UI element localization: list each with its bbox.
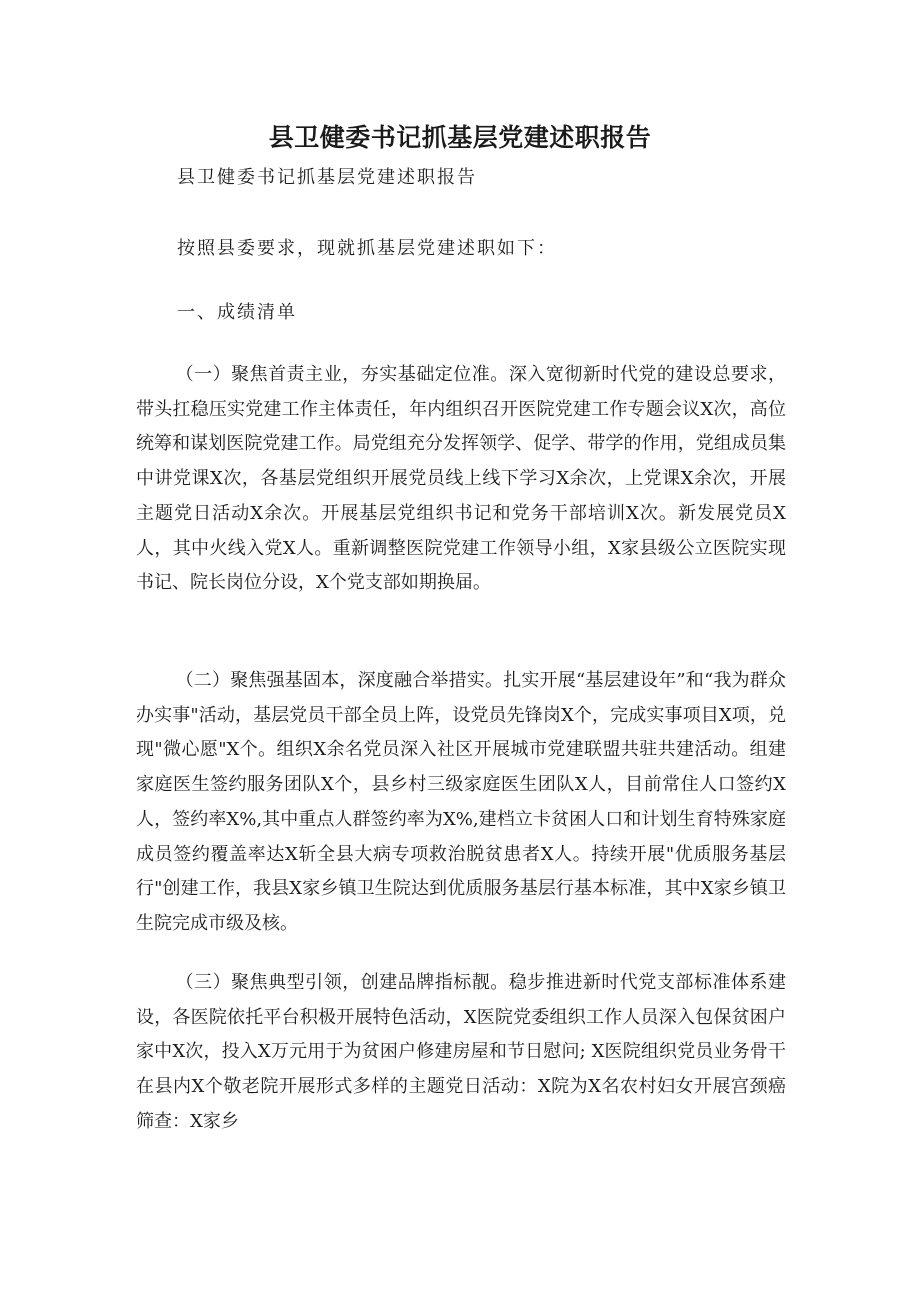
paragraph-1: （一）聚焦首责主业，夯实基础定位准。深入宽彻新时代党的建设总要求，带头扛稳压实党建工作主体责任，年内组织召开医院党建工作专题会议X次，高位统筹和谋划医院党建工作。局党组充分发挥领学、促学、带学的作用，党组成员集中讲党课X次，各基层党组织开展党员线上线下学习X余次，上党课X余次，开展主题党日活动X余次。开展基层党组织书记和党务干部培训X次。新发展党员X人，其中火线入党X人。重新调整医院党建工作领导小组，X家县级公立医院实现书记、院长岗位分设，X个党支部如期换届。 [136, 364, 786, 594]
paragraph-2: （二）聚焦强基固本，深度融合举措实。扎实开展“基层建设年”和“我为群众办实事"活动，基层党员干部全员上阵，设党员先锋岗X个，完成实事项目X项，兑现"微心愿"X个。组织X余名党员深入社区开展城市党建联盟共驻共建活动。组建家庭医生签约服务团队X个，县乡村三级家庭医生团队X人，目前常住人口签约X人，签约率X%,其中重点人群签约率为X%,建档立卡贫困人口和计划生育特殊家庭成员签约覆盖率达X斩全县大病专项救治脱贫患者X人。持续开展"优质服务基层行"创建工作，我县X家乡镇卫生院达到优质服务基层行基本标准，其中X家乡镇卫生院完成市级及核。 [136, 670, 786, 934]
document-title: 县卫健委书记抓基层党建述职报告 [268, 123, 652, 152]
intro-line: 按照县委要求，现就抓基层党建述职如下： [177, 238, 557, 259]
section-heading: 一、成绩清单 [177, 302, 297, 323]
document-subtitle: 县卫健委书记抓基层党建述职报告 [177, 167, 477, 188]
paragraph-3: （三）聚焦典型引领，创建品牌指标靓。稳步推进新时代党支部标准体系建设，各医院依托平台积极开展特色活动，X医院党委组织工作人员深入包保贫困户家中X次，投入X万元用于为贫困户修建房屋和节日慰问; X医院组织党员业务骨干在县内X个敬老院开展形式多样的主题党日活动：X院为X名农村妇女开展宫颈癌筛查：X家乡 [136, 972, 786, 1132]
